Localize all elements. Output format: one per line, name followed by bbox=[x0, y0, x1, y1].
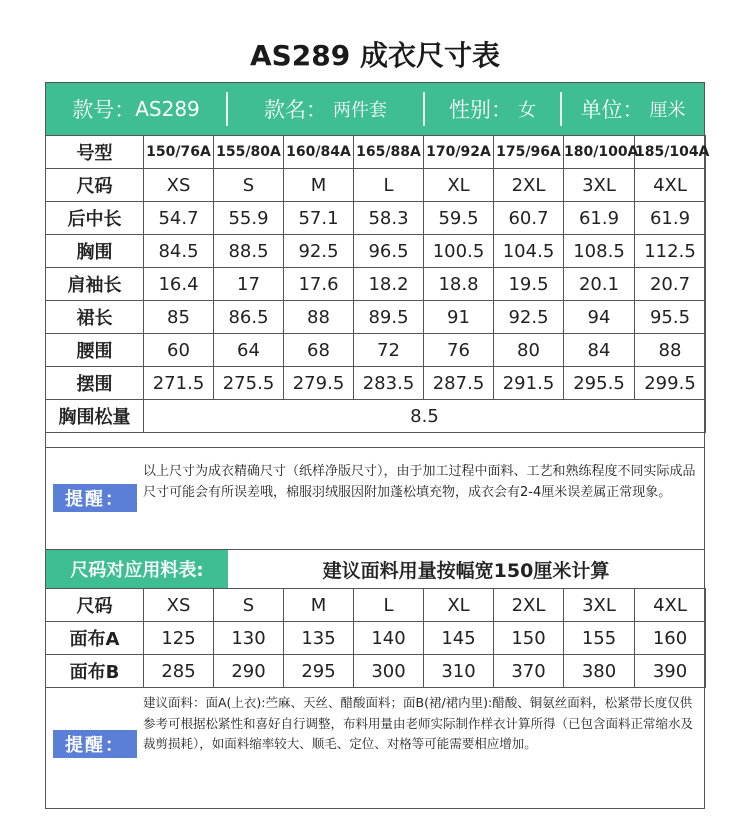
fabric-size-cell: 3XL bbox=[564, 589, 635, 622]
reminder-badge: 提醒： bbox=[53, 484, 137, 512]
size-cell: 59.5 bbox=[424, 202, 494, 235]
size-row bbox=[46, 136, 706, 169]
fabric-section-label: 尺码对应用料表: bbox=[46, 550, 228, 588]
gender-label: 性别： bbox=[449, 98, 512, 122]
size-table bbox=[45, 135, 710, 433]
size-row bbox=[46, 334, 706, 367]
style-name bbox=[228, 83, 423, 135]
ease-value: 8.5 bbox=[144, 400, 706, 433]
style-no bbox=[46, 83, 226, 135]
size-cell: 18.8 bbox=[424, 268, 494, 301]
unit-value: 厘米 bbox=[649, 100, 686, 121]
fabric-cell: 145 bbox=[424, 622, 494, 655]
size-cell: 4XL bbox=[635, 169, 706, 202]
fabric-cell: 380 bbox=[564, 655, 635, 688]
fabric-cell: 295 bbox=[284, 655, 354, 688]
fabric-row bbox=[46, 655, 706, 688]
fabric-size-cell: L bbox=[354, 589, 424, 622]
size-cell: 55.9 bbox=[214, 202, 284, 235]
size-cell: 180/100A bbox=[564, 136, 635, 169]
size-cell: 76 bbox=[424, 334, 494, 367]
size-cell: 61.9 bbox=[564, 202, 635, 235]
size-cell: 91 bbox=[424, 301, 494, 334]
size-cell: 112.5 bbox=[635, 235, 706, 268]
size-cell: 16.4 bbox=[144, 268, 214, 301]
size-cell: 60 bbox=[144, 334, 214, 367]
ease-label: 胸围松量 bbox=[46, 400, 144, 433]
size-cell: S bbox=[214, 169, 284, 202]
size-cell: 88 bbox=[284, 301, 354, 334]
size-cell: 20.1 bbox=[564, 268, 635, 301]
style-no-value: AS289 bbox=[135, 97, 200, 121]
size-cell: 89.5 bbox=[354, 301, 424, 334]
size-cell: 61.9 bbox=[635, 202, 706, 235]
fabric-cell: 310 bbox=[424, 655, 494, 688]
size-cell: L bbox=[354, 169, 424, 202]
fabric-section-note: 建议面料用量按幅宽150厘米计算 bbox=[322, 559, 610, 582]
size-cell: 18.2 bbox=[354, 268, 424, 301]
size-cell: 17.6 bbox=[284, 268, 354, 301]
size-cell: 58.3 bbox=[354, 202, 424, 235]
row-label: 腰围 bbox=[46, 334, 144, 367]
style-name-value: 两件套 bbox=[333, 100, 387, 121]
size-cell: 60.7 bbox=[494, 202, 564, 235]
fabric-cell: 370 bbox=[494, 655, 564, 688]
fabric-cell: 155 bbox=[564, 622, 635, 655]
size-cell: 175/96A bbox=[494, 136, 564, 169]
size-row bbox=[46, 202, 706, 235]
size-cell: 72 bbox=[354, 334, 424, 367]
size-cell: 100.5 bbox=[424, 235, 494, 268]
row-label: 后中长 bbox=[46, 202, 144, 235]
fabric-reminder-badge: 提醒： bbox=[53, 730, 137, 758]
unit bbox=[562, 83, 704, 135]
size-cell: 20.7 bbox=[635, 268, 706, 301]
fabric-cell: 300 bbox=[354, 655, 424, 688]
fabric-cell: 290 bbox=[214, 655, 284, 688]
row-label: 裙长 bbox=[46, 301, 144, 334]
reminder-box bbox=[46, 447, 704, 549]
fabric-size-cell: S bbox=[214, 589, 284, 622]
fabric-header-label: 尺码 bbox=[46, 589, 144, 622]
fabric-size-cell: M bbox=[284, 589, 354, 622]
fabric-cell: 140 bbox=[354, 622, 424, 655]
gender bbox=[425, 83, 560, 135]
fabric-size-cell: 2XL bbox=[494, 589, 564, 622]
row-label: 号型 bbox=[46, 136, 144, 169]
size-cell: 104.5 bbox=[494, 235, 564, 268]
size-cell: 96.5 bbox=[354, 235, 424, 268]
size-cell: 68 bbox=[284, 334, 354, 367]
fabric-cell: 390 bbox=[635, 655, 706, 688]
size-cell: 57.1 bbox=[284, 202, 354, 235]
fabric-reminder-box bbox=[46, 689, 704, 809]
size-cell: 80 bbox=[494, 334, 564, 367]
fabric-row bbox=[46, 622, 706, 655]
size-cell: 54.7 bbox=[144, 202, 214, 235]
row-label: 肩袖长 bbox=[46, 268, 144, 301]
gender-value: 女 bbox=[518, 100, 536, 121]
row-label: 胸围 bbox=[46, 235, 144, 268]
fabric-size-cell: 4XL bbox=[635, 589, 706, 622]
size-cell: 108.5 bbox=[564, 235, 635, 268]
size-row bbox=[46, 268, 706, 301]
style-no-label: 款号： bbox=[72, 98, 136, 122]
size-cell: 275.5 bbox=[214, 367, 284, 400]
size-cell: 88.5 bbox=[214, 235, 284, 268]
size-cell: 19.5 bbox=[494, 268, 564, 301]
size-cell: 155/80A bbox=[214, 136, 284, 169]
size-cell: 84.5 bbox=[144, 235, 214, 268]
fabric-cell: 285 bbox=[144, 655, 214, 688]
size-cell: 94 bbox=[564, 301, 635, 334]
unit-label: 单位： bbox=[580, 98, 644, 122]
row-label: 摆围 bbox=[46, 367, 144, 400]
size-cell: 95.5 bbox=[635, 301, 706, 334]
size-cell: 85 bbox=[144, 301, 214, 334]
size-cell: 92.5 bbox=[494, 301, 564, 334]
ease-row bbox=[46, 400, 706, 433]
size-cell: 17 bbox=[214, 268, 284, 301]
size-cell: 165/88A bbox=[354, 136, 424, 169]
fabric-size-cell: XS bbox=[144, 589, 214, 622]
fabric-size-cell: XL bbox=[424, 589, 494, 622]
size-cell: M bbox=[284, 169, 354, 202]
reminder-text: 以上尺寸为成衣精确尺寸（纸样净版尺寸），由于加工过程中面料、工艺和熟练程度不同实际成品尺寸可能会有所误差哦，棉服羽绒服因附加蓬松填充物，成衣会有2-4厘米误差属正常现象。 bbox=[143, 464, 696, 500]
size-cell: 170/92A bbox=[424, 136, 494, 169]
fabric-section-bar bbox=[46, 549, 704, 589]
size-cell: 185/104A bbox=[635, 136, 706, 169]
size-row bbox=[46, 169, 706, 202]
size-cell: 84 bbox=[564, 334, 635, 367]
fabric-reminder-text: 建议面料：面A(上衣):苎麻、天丝、醋酸面料；面B(裙/裙内里):醋酸、铜氨丝面料，松紧带长度仅供参考可根据松紧性和喜好自行调整，布料用量由老师实际制作样衣计算所得（已包含面料正常缩水及裁剪损耗），如面料缩率较大、顺毛、定位、对格等可能需要相应增加。 bbox=[143, 695, 694, 751]
fabric-cell: 130 bbox=[214, 622, 284, 655]
size-cell: 295.5 bbox=[564, 367, 635, 400]
size-cell: XL bbox=[424, 169, 494, 202]
size-cell: 3XL bbox=[564, 169, 635, 202]
row-label: 尺码 bbox=[46, 169, 144, 202]
size-cell: 92.5 bbox=[284, 235, 354, 268]
fabric-row-label: 面布A bbox=[46, 622, 144, 655]
fabric-cell: 135 bbox=[284, 622, 354, 655]
size-cell: 160/84A bbox=[284, 136, 354, 169]
fabric-cell: 150 bbox=[494, 622, 564, 655]
size-cell: 64 bbox=[214, 334, 284, 367]
style-name-label: 款名： bbox=[264, 98, 327, 122]
size-row bbox=[46, 235, 706, 268]
header-bar bbox=[46, 83, 704, 135]
size-cell: 88 bbox=[635, 334, 706, 367]
size-cell: 150/76A bbox=[144, 136, 214, 169]
size-row bbox=[46, 301, 706, 334]
size-cell: 279.5 bbox=[284, 367, 354, 400]
page-title: AS289 成衣尺寸表 bbox=[249, 39, 501, 72]
fabric-cell: 125 bbox=[144, 622, 214, 655]
size-cell: 271.5 bbox=[144, 367, 214, 400]
size-cell: 283.5 bbox=[354, 367, 424, 400]
fabric-table bbox=[45, 588, 706, 688]
size-cell: 299.5 bbox=[635, 367, 706, 400]
size-cell: 287.5 bbox=[424, 367, 494, 400]
fabric-cell: 160 bbox=[635, 622, 706, 655]
size-cell: XS bbox=[144, 169, 214, 202]
size-row bbox=[46, 367, 706, 400]
size-sheet bbox=[45, 82, 710, 809]
size-cell: 86.5 bbox=[214, 301, 284, 334]
size-cell: 2XL bbox=[494, 169, 564, 202]
fabric-header-row bbox=[46, 589, 706, 622]
fabric-row-label: 面布B bbox=[46, 655, 144, 688]
size-cell: 291.5 bbox=[494, 367, 564, 400]
